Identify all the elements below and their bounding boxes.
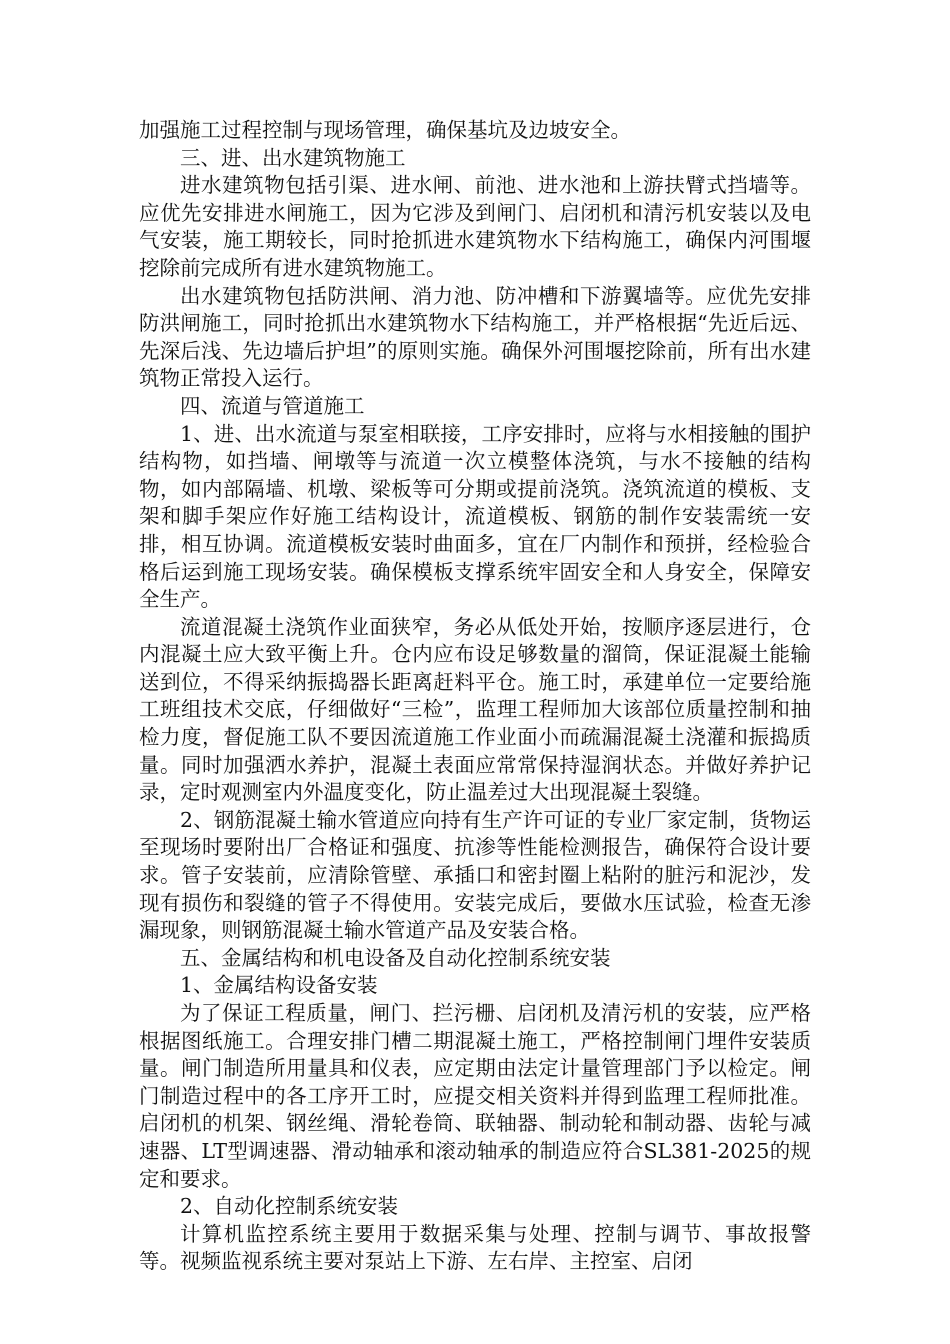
- paragraph-continuation: 加强施工过程控制与现场管理，确保基坑及边坡安全。: [139, 118, 631, 142]
- subheading-automation: 2、自动化控制系统安装: [180, 1194, 399, 1219]
- subheading-metal-equipment: 1、金属结构设备安装: [180, 973, 378, 998]
- paragraph-inlet-structures: 进水建筑物包括引渠、进水闸、前池、进水池和上游扶臂式挡墙等。应优先安排进水闸施工，因为它涉及到闸门、启闭机和清污机安装以及电气安装，施工期较长，同时抢抓进水建筑物水下结构施工，确保内河围堰挖除前完成所有进水建筑物施工。: [139, 173, 811, 280]
- paragraph-flow-channel-concrete: 流道混凝土浇筑作业面狭窄，务必从低处开始，按顺序逐层进行，仓内混凝土应大致平衡上升。仓内应布设足够数量的溜筒，保证混凝土能输送到位，不得采纳振捣器长距离赶料平仓。施工时，承建单位一定要给施工班组技术交底，仔细做好“三检”，监理工程师加大该部位质量控制和抽检力度，督促施工队不要因流道施工作业面小而疏漏混凝土浇灌和振捣质量。同时加强洒水养护，混凝土表面应常常保持湿润状态。并做好养护记录，定时观测室内外温度变化，防止温差过大出现混凝土裂缝。: [139, 614, 811, 805]
- paragraph-metal-equipment: 为了保证工程质量，闸门、拦污栅、启闭机及清污机的安装，应严格根据图纸施工。合理安排门槽二期混凝土施工，严格控制闸门埋件安装质量。闸门制造所用量具和仪表，应定期由法定计量管理部门予以检定。闸门制造过程中的各工序开工时，应提交相关资料并得到监理工程师批准。启闭机的机架、钢丝绳、滑轮卷筒、联轴器、制动轮和制动器、齿轮与减速器、LT型调速器、滑动轴承和滚动轴承的制造应符合SL381-2025的规定和要求。: [139, 1001, 811, 1191]
- section-heading-flow-channel: 四、流道与管道施工: [180, 393, 365, 418]
- paragraph-pipeline-2: 2、钢筋混凝土输水管道应向持有生产许可证的专业厂家定制，货物运至现场时要附出厂合格证和强度、抗渗等性能检测报告，确保符合设计要求。管子安装前，应清除管壁、承插口和密封圈上粘附的脏污和泥沙，发现有损伤和裂缝的管子不得使用。安装完成后，要做水压试验，检查无渗漏现象，则钢筋混凝土输水管道产品及安装合格。: [139, 807, 811, 943]
- section-heading-metal-structures: 五、金属结构和机电设备及自动化控制系统安装: [180, 945, 611, 970]
- paragraph-outlet-structures: 出水建筑物包括防洪闸、消力池、防冲槽和下游翼墙等。应优先安排防洪闸施工，同时抢抓出水建筑物水下结构施工，并严格根据“先近后远、先深后浅、先边墙后护坦”的原则实施。确保外河围堰挖除前，所有出水建筑物正常投入运行。: [139, 283, 811, 391]
- paragraph-flow-channel-1: 1、进、出水流道与泵室相联接，工序安排时，应将与水相接触的围护结构物，如挡墙、闸墩等与流道一次立模整体浇筑，与水不接触的结构物，如内部隔墙、机墩、梁板等可分期或提前浇筑。浇筑流道的模板、支架和脚手架应作好施工结构设计，流道模板、钢筋的制作安装需统一安排，相互协调。流道模板安装时曲面多，宜在厂内制作和预拼，经检验合格后运到施工现场安装。确保模板支撑系统牢固安全和人身安全，保障安全生产。: [139, 421, 811, 612]
- document-body: [139, 117, 811, 1276]
- section-heading-inlet-outlet: 三、进、出水建筑物施工: [180, 145, 406, 170]
- paragraph-automation: 计算机监控系统主要用于数据采集与处理、控制与调节、事故报警等。视频监视系统主要对泵站上下游、左右岸、主控室、启闭: [139, 1221, 811, 1274]
